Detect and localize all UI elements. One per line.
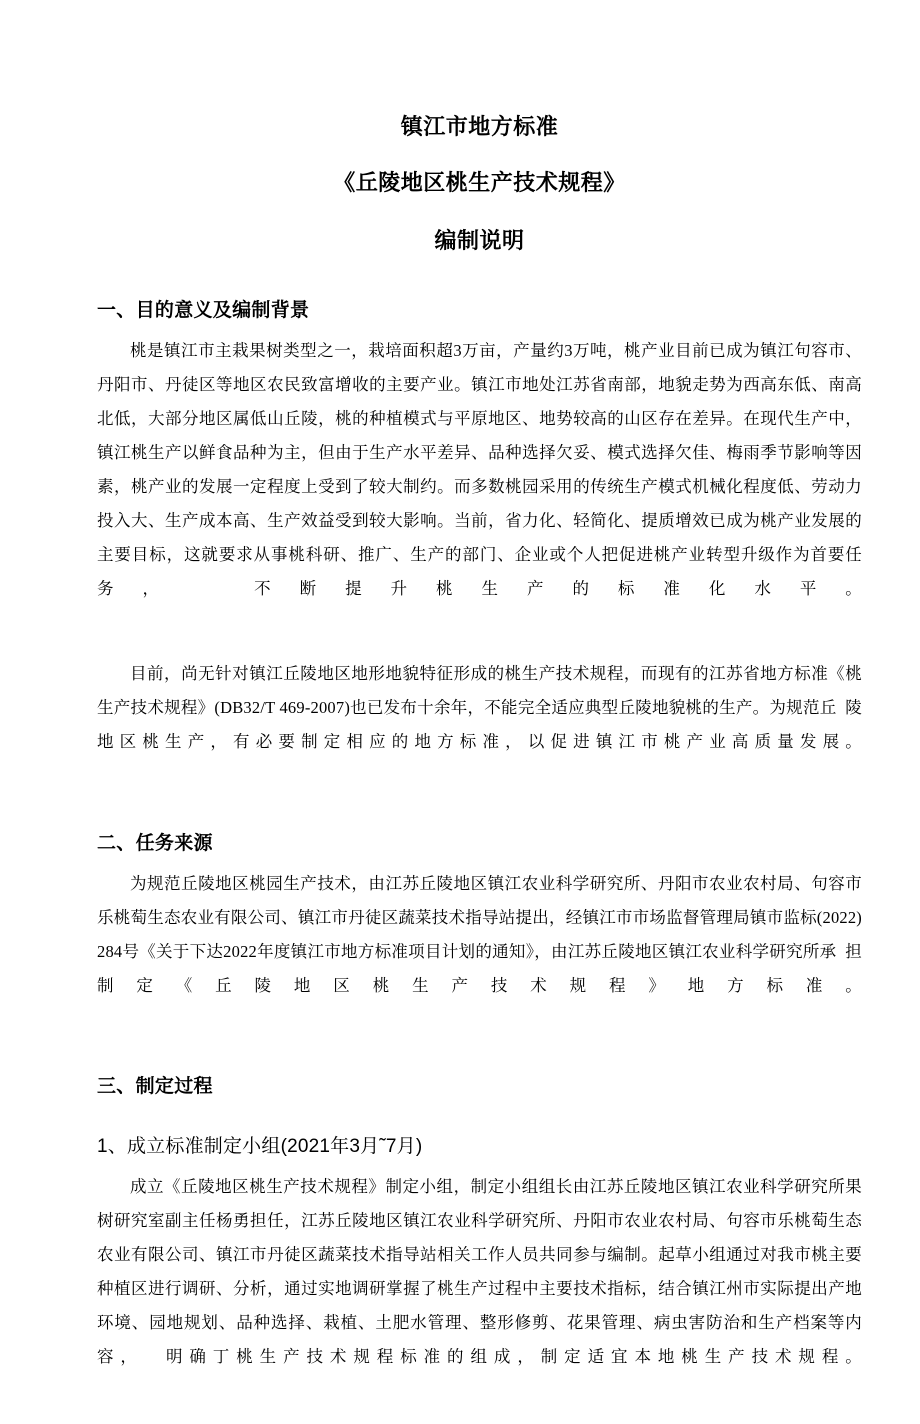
paragraph-task-source-detail: 为规范丘陵地区桃园生产技术，由江苏丘陵地区镇江农业科学研究所、丹阳市农业农村局、句容市 乐桃萄生态农业有限公司、镇江市丹徒区蔬菜技术指导站提出，经镇江市市场监督管理局镇市监标(2022) 284号《关于下达2022年度镇江市地方标准项目计划的通知》，由江苏丘陵地区镇江农业科学研究所承 担制定《丘陵地区桃生产技术规程》地方标准。	[97, 873, 871, 995]
document-content	[97, 0, 871, 1424]
section-heading-drafting-process: 三、制定过程	[97, 1075, 213, 1097]
section-heading-purpose-and-background: 一、目的意义及编制背景	[97, 300, 310, 321]
document-title-line-2: 《丘陵地区桃生产技术规程》	[333, 170, 626, 195]
document-title-line-3: 编制说明	[434, 228, 525, 253]
paragraph-background-overview: 桃是镇江市主栽果树类型之一，栽培面积超3万亩，产量约3万吨，桃产业目前已成为镇江句容市、 丹阳市、丹徒区等地区农民致富增收的主要产业。镇江市地处江苏省南部，地貌走势为西高东低、南高 北低，大部分地区属低山丘陵，桃的种植模式与平原地区、地势较高的山区存在差异。在现代生产中， 镇江桃生产以鲜食品种为主，但由于生产水平差异、品种选择欠妥、模式选择欠佳、梅雨季节影响等因 素，桃产业的发展一定程度上受到了较大制约。而多数桃园采用的传统生产模式机械化程度低、劳动力 投入大、生产成本高、生产效益受到较大影响。当前，省力化、轻简化、提质增效已成为桃产业发展的 主要目标，这就要求从事桃科研、推广、生产的部门、企业或个人把促进桃产业转型升级作为首要任务， 不断提升桃生产的标准化水平。	[97, 341, 871, 598]
paragraph-drafting-group-detail: 成立《丘陵地区桃生产技术规程》制定小组，制定小组组长由江苏丘陵地区镇江农业科学研究所果 树研究室副主任杨勇担任，江苏丘陵地区镇江农业科学研究所、丹阳市农业农村局、句容市乐桃萄生态 农业有限公司、镇江市丹徒区蔬菜技术指导站相关工作人员共同参与编制。起草小组通过对我市桃主要 种植区进行调研、分析，通过实地调研掌握了桃生产过程中主要技术指标，结合镇江州市实际提出产地 环境、园地规划、品种选择、栽植、土肥水管理、整形修剪、花果管理、病虫害防治和生产档案等内容， 明确丁桃生产技术规程标准的组成，制定适宜本地桃生产技术规程。	[97, 1176, 871, 1366]
paragraph-existing-standard: 目前，尚无针对镇江丘陵地区地形地貌特征形成的桃生产技术规程，而现有的江苏省地方标准《桃 生产技术规程》(DB32/T 469-2007)也已发布十余年，不能完全适应典型丘陵地貌桃的生产。为规范丘 陵地区桃生产，有必要制定相应的地方标准，以促进镇江市桃产业高质量发展。	[97, 663, 871, 751]
document-title-line-1: 镇江市地方标准	[400, 114, 559, 139]
sub-heading-establish-drafting-group: 1、成立标准制定小组(2021年3月˜7月)	[97, 1135, 423, 1157]
section-heading-task-source: 二、任务来源	[97, 832, 213, 854]
